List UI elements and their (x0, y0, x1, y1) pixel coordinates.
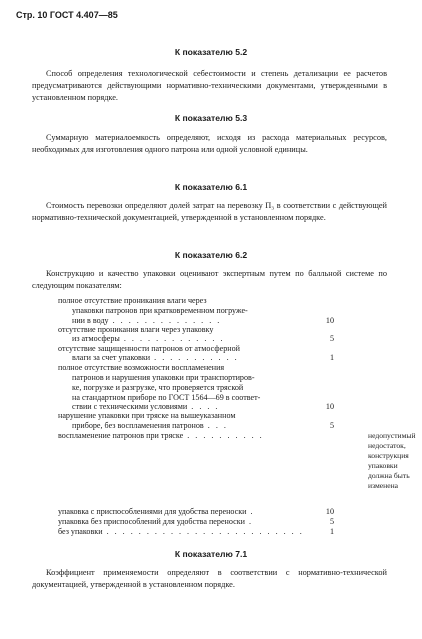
leader-dots: . . . (203, 421, 228, 430)
score-note: недопустимый недостаток, конструкция упаковки должна быть изменена (368, 431, 416, 491)
paragraph-5-3-text: Суммарную материалоемкость определяют, исходя из расхода материальных ресурсов, необходимых для изготовления одного патрона или одной условной единицы. (32, 133, 387, 154)
page-header: Стр. 10 ГОСТ 4.407—85 (16, 10, 118, 20)
list-item-line: на стандартном приборе по ГОСТ 1564—69 в соответ- (72, 393, 261, 402)
list-item-line: отсутствие защищенности патронов от атмосферной (58, 344, 240, 353)
score-value: 5 (329, 421, 334, 430)
score-value: 5 (329, 517, 334, 526)
score-value: 10 (325, 402, 334, 411)
heading-5-2: К показателю 5.2 (174, 47, 248, 57)
leader-dots: . . . . . . . . . . . . . . (108, 316, 222, 325)
list-item-line-text: влаги за счет упаковки (72, 353, 151, 362)
list-item-line: отсутствие проникания влаги через упаковку (58, 325, 214, 334)
paragraph-7-1-text: Коэффициент применяемости определяют в соответствии с нормативно-технической документацией, утвержденной в установленном порядке. (32, 568, 387, 589)
leader-dots: . . . . (187, 402, 220, 411)
paragraph-6-2-intro (32, 268, 387, 292)
list-item-line (58, 527, 304, 538)
list-item-line: упаковки патронов при кратковременном погруже- (72, 306, 248, 315)
list-item-line (58, 517, 253, 528)
list-item-line (72, 421, 228, 432)
paragraph-6-1 (32, 200, 387, 224)
leader-dots: . . . . . . . . . . . . . . . . . . . . . . . . . (102, 527, 304, 536)
paragraph-6-1-text: Стоимость перевозки определяют долей затрат на перевозку П₃ в соответствии с действующей нормативно-технической документацией, утвержденной в установленном порядке. (32, 201, 387, 222)
list-item-line (58, 507, 255, 518)
list-item-line-text: из атмосферы (72, 334, 120, 343)
leader-dots: . . . . . . . . . . . . . (119, 334, 225, 343)
leader-dots: . (246, 507, 255, 516)
score-value: 1 (329, 527, 334, 536)
list-item-line: полное отсутствие возможности воспламенения (58, 363, 225, 372)
heading-5-3: К показателю 5.3 (174, 113, 248, 123)
list-item-line-text: ствии с техническими условиями (72, 402, 188, 411)
list-item-line-text: нии в воду (72, 316, 109, 325)
paragraph-5-2-text: Способ определения технологической себестоимости и степень детализации ее расчетов предусматриваются действующими нормативно-техническими документами, утвержденными в установленном порядке. (32, 69, 387, 102)
heading-7-1: К показателю 7.1 (174, 549, 248, 559)
list-item-line (72, 353, 239, 364)
score-value: 1 (329, 353, 334, 362)
list-item-line: патронов и нарушения упаковки при транспортиров- (72, 373, 255, 382)
score-value: 5 (329, 334, 334, 343)
list-item-line-text: воспламенение патронов при тряске (58, 431, 184, 440)
score-value: 10 (325, 316, 334, 325)
list-item-line-text: приборе, без воспламенения патронов (72, 421, 204, 430)
list-item-line-text: без упаковки (58, 527, 103, 536)
leader-dots: . . . . . . . . . . . (150, 353, 239, 362)
paragraph-5-2 (32, 68, 387, 104)
score-value: 10 (325, 507, 334, 516)
list-item-line: ке, погрузке и разгрузке, что проверяется тряской (72, 383, 244, 392)
heading-6-1: К показателю 6.1 (174, 182, 248, 192)
paragraph-5-3 (32, 132, 387, 156)
paragraph-6-2-intro-text: Конструкцию и качество упаковки оценивают экспертным путем по балльной системе по следующим показателям: (32, 269, 387, 290)
paragraph-7-1 (32, 567, 387, 591)
list-item-line: нарушение упаковки при тряске на вышеуказанном (58, 411, 236, 420)
list-item-line: полное отсутствие проникания влаги через (58, 296, 207, 305)
list-item-line-text: упаковка без приспособлений для удобства переноски (58, 517, 245, 526)
list-item-line-text: упаковка с приспособлениями для удобства переноски (58, 507, 247, 516)
heading-6-2: К показателю 6.2 (174, 250, 248, 260)
list-item-line (58, 431, 264, 442)
list-item-line (72, 334, 224, 345)
leader-dots: . . . . . . . . . . (183, 431, 264, 440)
leader-dots: . (244, 517, 254, 526)
